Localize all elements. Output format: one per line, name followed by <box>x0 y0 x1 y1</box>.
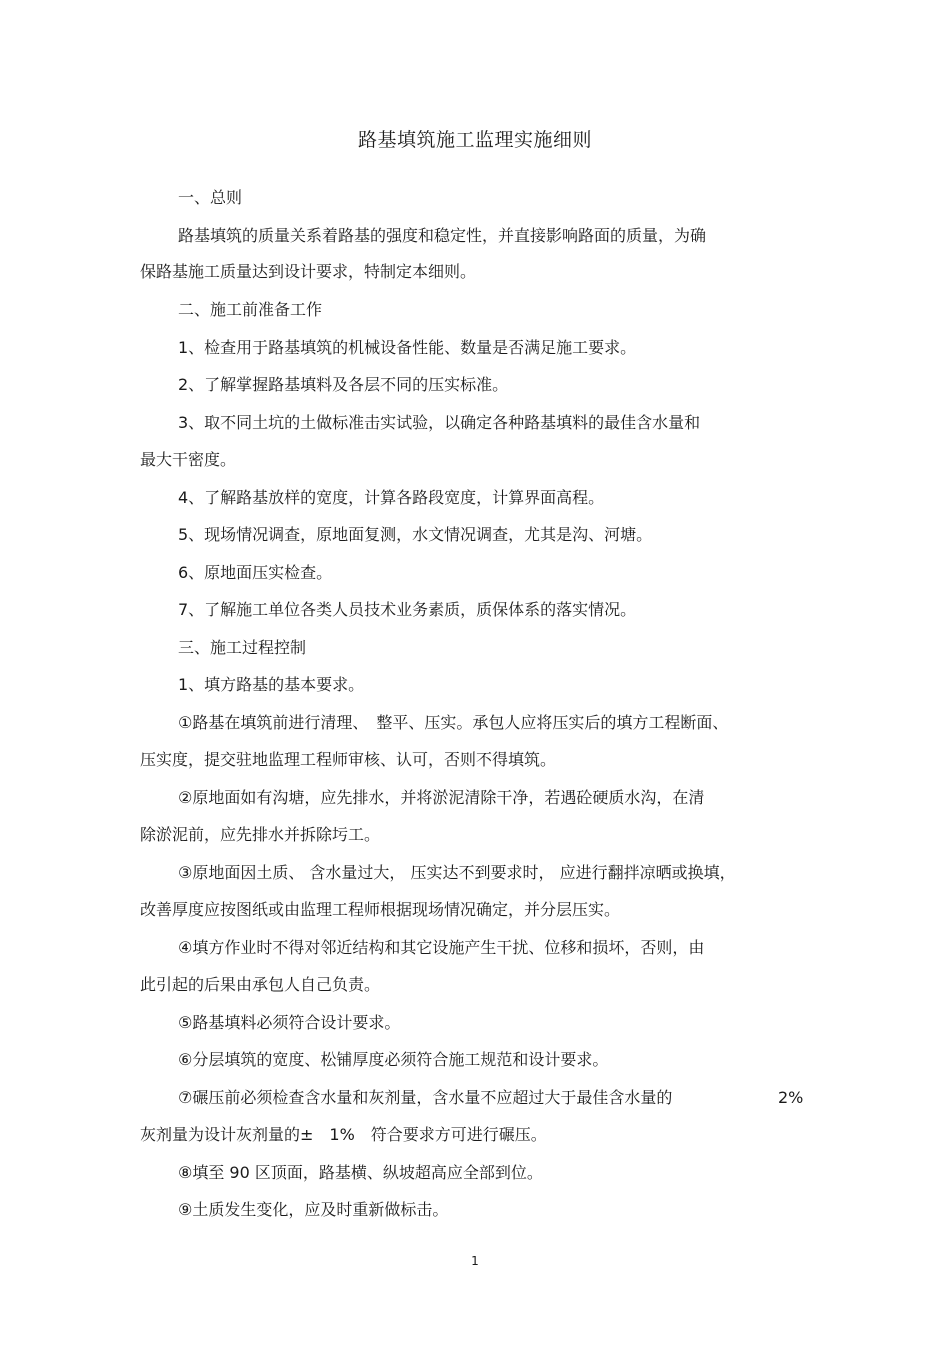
list-item: 4、了解路基放样的宽度，计算各路段宽度，计算界面高程。 <box>178 488 605 507</box>
sub-item: ⑤路基填料必须符合设计要求。 <box>178 1013 401 1032</box>
list-item: 3、取不同土坑的土做标准击实试验，以确定各种路基填料的最佳含水量和 <box>178 413 701 432</box>
sub-item: ⑨土质发生变化，应及时重新做标击。 <box>178 1200 449 1219</box>
sub-item: ④填方作业时不得对邻近结构和其它设施产生干扰、位移和损坏，否则，由 <box>178 938 705 957</box>
section-heading-process-control: 三、施工过程控制 <box>178 638 307 657</box>
sub-item: ⑧填至 90 区顶面，路基横、纵坡超高应全部到位。 <box>178 1163 543 1182</box>
document-title: 路基填筑施工监理实施细则 <box>357 129 592 151</box>
sub-item-continuation: 压实度，提交驻地监理工程师审核、认可，否则不得填筑。 <box>140 750 557 769</box>
section-heading-preparation: 二、施工前准备工作 <box>178 300 323 319</box>
sub-item-continuation: 除淤泥前，应先排水并拆除圬工。 <box>140 825 381 844</box>
list-item: 1、填方路基的基本要求。 <box>178 675 365 694</box>
sub-item-continuation: 改善厚度应按图纸或由监理工程师根据现场情况确定，并分层压实。 <box>140 900 621 919</box>
sub-item-continuation: 灰剂量为设计灰剂量的± 1% 符合要求方可进行碾压。 <box>140 1125 547 1144</box>
percent-value: 2% <box>778 1088 804 1107</box>
list-item-continuation: 最大干密度。 <box>140 450 237 469</box>
list-item: 5、现场情况调查，原地面复测，水文情况调查，尤其是沟、河塘。 <box>178 525 653 544</box>
paragraph-line: 路基填筑的质量关系着路基的强度和稳定性，并直接影响路面的质量，为确 <box>178 226 707 245</box>
list-item: 1、检查用于路基填筑的机械设备性能、数量是否满足施工要求。 <box>178 338 637 357</box>
section-heading-general: 一、总则 <box>178 188 243 207</box>
sub-item: ⑥分层填筑的宽度、松铺厚度必须符合施工规范和设计要求。 <box>178 1050 609 1069</box>
list-item: 6、原地面压实检查。 <box>178 563 333 582</box>
sub-item-continuation: 此引起的后果由承包人自己负责。 <box>140 975 381 994</box>
sub-item: ③原地面因土质、 含水量过大， 压实达不到要求时， 应进行翻拌凉晒或换填， <box>178 863 736 882</box>
list-item: 2、了解掌握路基填料及各层不同的压实标准。 <box>178 375 509 394</box>
sub-item: ②原地面如有沟塘，应先排水，并将淤泥清除干净，若遇砼硬质水沟，在清 <box>178 788 705 807</box>
paragraph-line: 保路基施工质量达到设计要求，特制定本细则。 <box>140 262 477 281</box>
list-item: 7、了解施工单位各类人员技术业务素质，质保体系的落实情况。 <box>178 600 637 619</box>
page-number: 1 <box>471 1254 479 1268</box>
sub-item: ⑦碾压前必须检查含水量和灰剂量，含水量不应超过大于最佳含水量的 <box>178 1088 673 1107</box>
sub-item: ①路基在填筑前进行清理、 整平、压实。承包人应将压实后的填方工程断面、 <box>178 713 729 732</box>
